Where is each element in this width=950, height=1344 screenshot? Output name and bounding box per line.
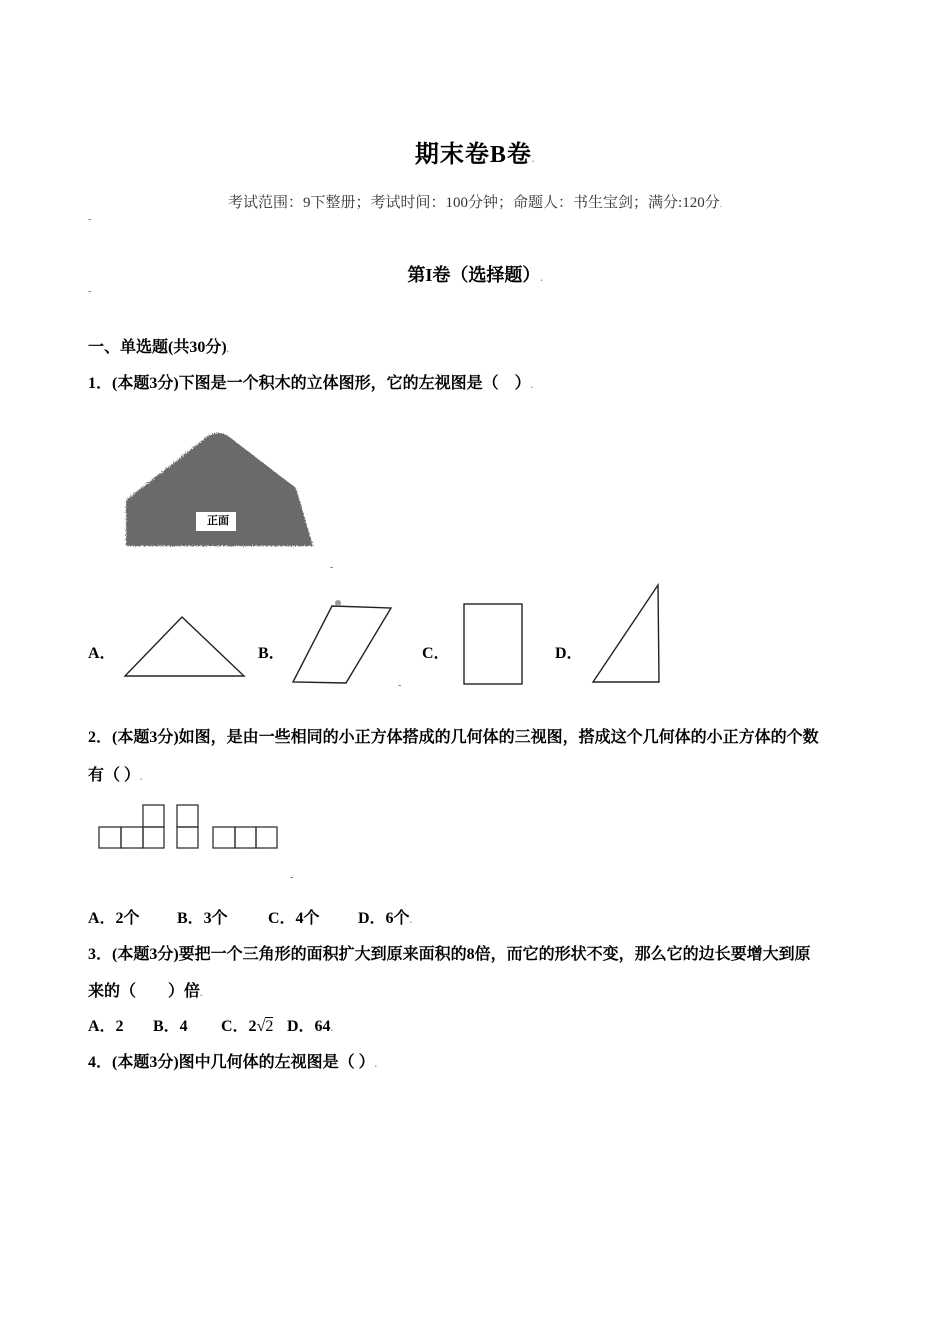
- paragraph-mark: -: [398, 680, 402, 691]
- block-solid-figure: [118, 428, 318, 553]
- paragraph-mark: -: [88, 286, 92, 297]
- section-heading: 一、单选题(共30分).: [88, 339, 229, 356]
- paragraph-mark: -: [290, 872, 294, 883]
- option-d-right-triangle[interactable]: [592, 584, 662, 684]
- q2-option-b[interactable]: B．3个: [177, 910, 228, 927]
- sqrt-symbol: √2: [256, 1018, 274, 1035]
- q3-option-d[interactable]: D．64.: [287, 1018, 333, 1035]
- q2-option-a[interactable]: A．2个: [88, 910, 140, 927]
- paragraph-mark: -: [330, 562, 334, 573]
- volume-heading: 第I卷（选择题）.: [407, 265, 543, 285]
- q2-option-d[interactable]: D．6个.: [358, 910, 412, 927]
- option-c-rectangle[interactable]: [462, 602, 524, 686]
- paragraph-mark: -: [88, 214, 92, 225]
- q3-option-b[interactable]: B．4: [153, 1018, 188, 1035]
- exam-info: 考试范围：9下整册；考试时间：100分钟；命题人：书生宝剑；满分:120分.: [228, 195, 722, 211]
- page-title: 期末卷B卷.: [414, 142, 536, 168]
- question-1-stem: 1．(本题3分)下图是一个积木的立体图形，它的左视图是（ ）.: [88, 375, 533, 392]
- q3-option-c[interactable]: C．2√2: [221, 1018, 274, 1035]
- question-3-stem-line1: 3．(本题3分)要把一个三角形的面积扩大到原来面积的8倍，而它的形状不变，那么它的边长要增大到原: [88, 946, 811, 963]
- three-views-figure: [97, 803, 281, 851]
- option-b-parallelogram[interactable]: [292, 603, 394, 685]
- option-a-label[interactable]: A．: [88, 645, 116, 662]
- q3-option-a[interactable]: A．2: [88, 1018, 124, 1035]
- front-label: 正面: [207, 514, 229, 527]
- option-c-label[interactable]: C．: [422, 645, 450, 662]
- option-d-label[interactable]: D．: [555, 645, 583, 662]
- question-2-stem-line1: 2．(本题3分)如图，是由一些相同的小正方体搭成的几何体的三视图，搭成这个几何体的小正方体的个数: [88, 729, 819, 746]
- question-2-stem-line2: 有（ ）.: [88, 767, 143, 784]
- question-3-stem-line2: 来的（ ）倍.: [88, 983, 203, 1000]
- q2-option-c[interactable]: C．4个: [268, 910, 320, 927]
- question-4-stem: 4．(本题3分)图中几何体的左视图是（ ）.: [88, 1054, 377, 1071]
- option-b-label[interactable]: B．: [258, 645, 285, 662]
- option-a-triangle[interactable]: [124, 616, 246, 678]
